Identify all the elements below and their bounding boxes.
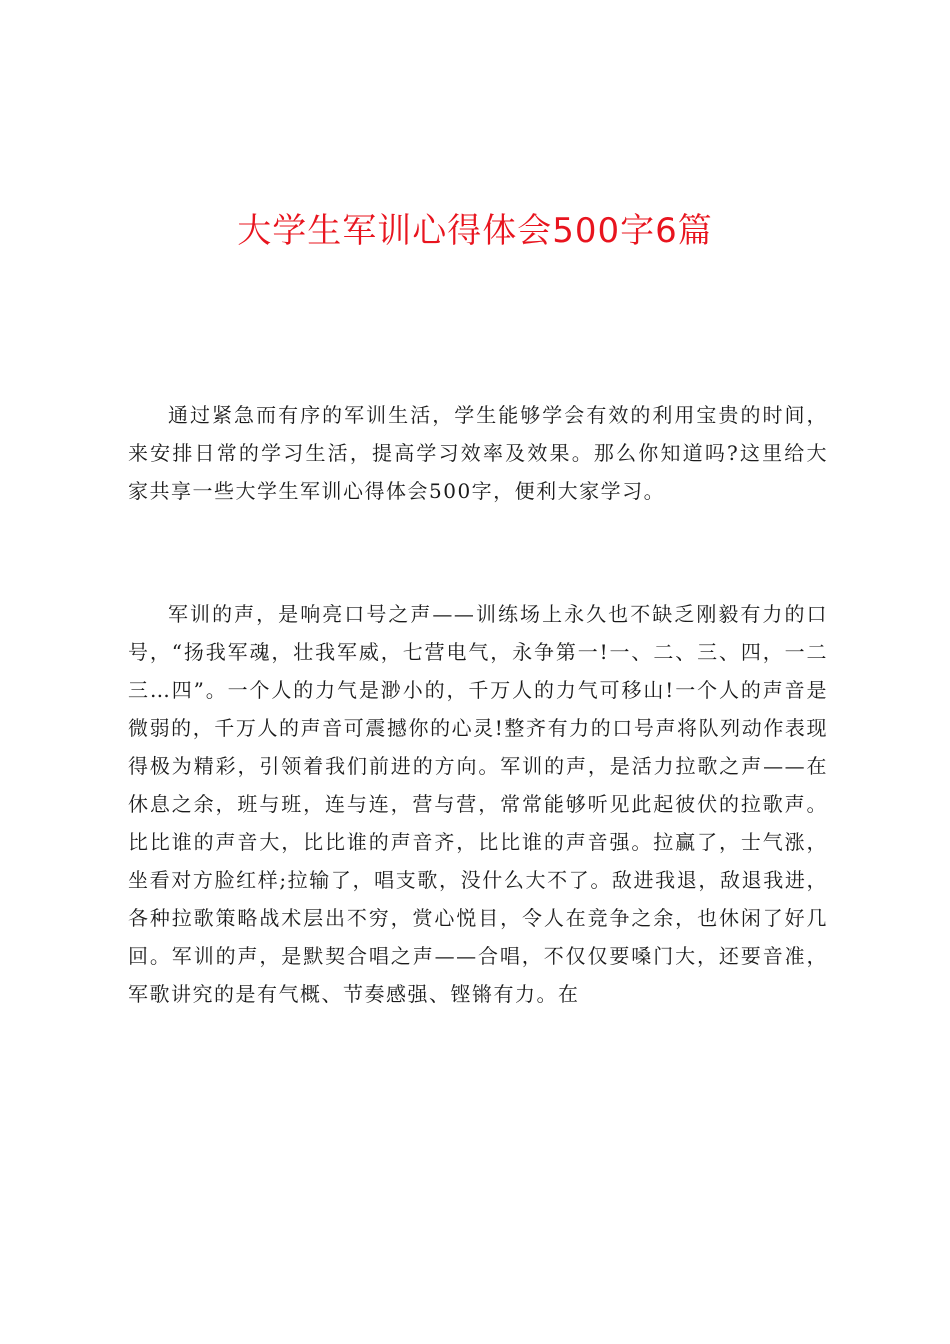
document-title: 大学生军训心得体会500字6篇 (237, 211, 713, 251)
intro-paragraph: 通过紧急而有序的军训生活，学生能够学会有效的利用宝贵的时间，来安排日常的学习生活，提高学习效率及效果。那么你知道吗?这里给大家共享一些大学生军训心得体会500字，便利大家学习。 (128, 403, 828, 503)
body-paragraph: 军训的声，是响亮口号之声——训练场上永久也不缺乏刚毅有力的口号，“扬我军魂，壮我军威，七营电气，永争第一!一、二、三、四，一二三…四”。一个人的力气是渺小的，千万人的力气可移山!一个人的声音是微弱的，千万人的声音可震撼你的心灵!整齐有力的口号声将队列动作表现得极为精彩，引领着我们前进的方向。军训的声，是活力拉歌之声——在休息之余，班与班，连与连，营与营，常常能够听见此起彼伏的拉歌声。比比谁的声音大，比比谁的声音齐，比比谁的声音强。拉赢了，士气涨，坐看对方脸红样;拉输了，唱支歌，没什么大不了。敌进我退，敌退我进，各种拉歌策略战术层出不穷，赏心悦目，令人在竞争之余，也休闲了好几回。军训的声，是默契合唱之声——合唱，不仅仅要嗓门大，还要音准，军歌讲究的是有气概、节奏感强、铿锵有力。在 (128, 602, 828, 1006)
